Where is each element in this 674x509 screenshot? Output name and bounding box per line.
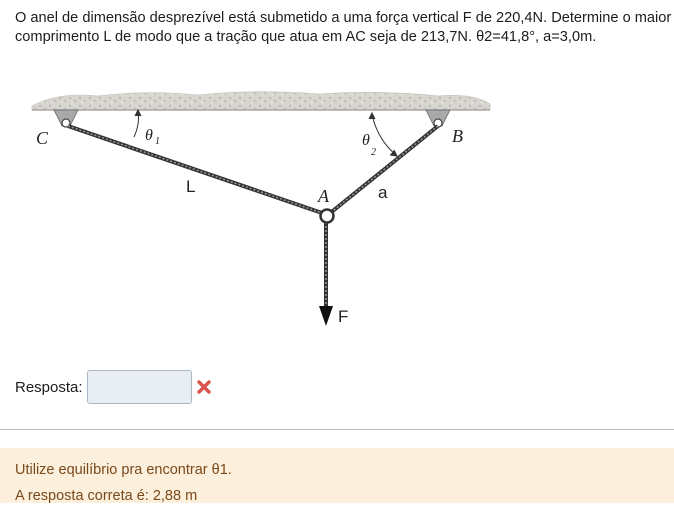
question-text: O anel de dimensão desprezível está submetido a uma força vertical F de 220,4N. Determine o maior comprimento L de modo que a tração que atua em AC seja de 213,7N. θ2=41,8°, a=3,0m. xyxy=(15,10,672,45)
label-theta2-sub: 2 xyxy=(371,147,376,158)
force-arrow-head xyxy=(319,306,333,326)
label-theta1-sub: 1 xyxy=(155,136,160,147)
label-a-length: a xyxy=(378,183,388,202)
feedback-correct-answer: A resposta correta é: 2,88 m xyxy=(15,488,198,504)
feedback-hint: Utilize equilíbrio pra encontrar θ1. xyxy=(15,462,232,478)
label-a: A xyxy=(318,186,329,206)
label-theta2: θ xyxy=(362,132,370,149)
ring-a xyxy=(321,210,334,223)
support-c xyxy=(54,110,78,127)
answer-label: Resposta: xyxy=(15,378,83,396)
label-f: F xyxy=(338,307,349,326)
label-l: L xyxy=(186,177,196,196)
answer-row xyxy=(15,368,212,406)
answer-input[interactable] xyxy=(87,370,192,404)
label-c: C xyxy=(36,128,49,148)
angle-theta1-marker xyxy=(134,110,141,137)
cross-icon xyxy=(196,379,212,395)
statics-diagram xyxy=(28,88,494,334)
label-b: B xyxy=(452,126,463,146)
support-b xyxy=(426,110,450,127)
divider xyxy=(0,429,674,430)
label-theta1: θ xyxy=(145,127,153,144)
ceiling xyxy=(32,92,490,110)
feedback-panel xyxy=(0,448,674,503)
